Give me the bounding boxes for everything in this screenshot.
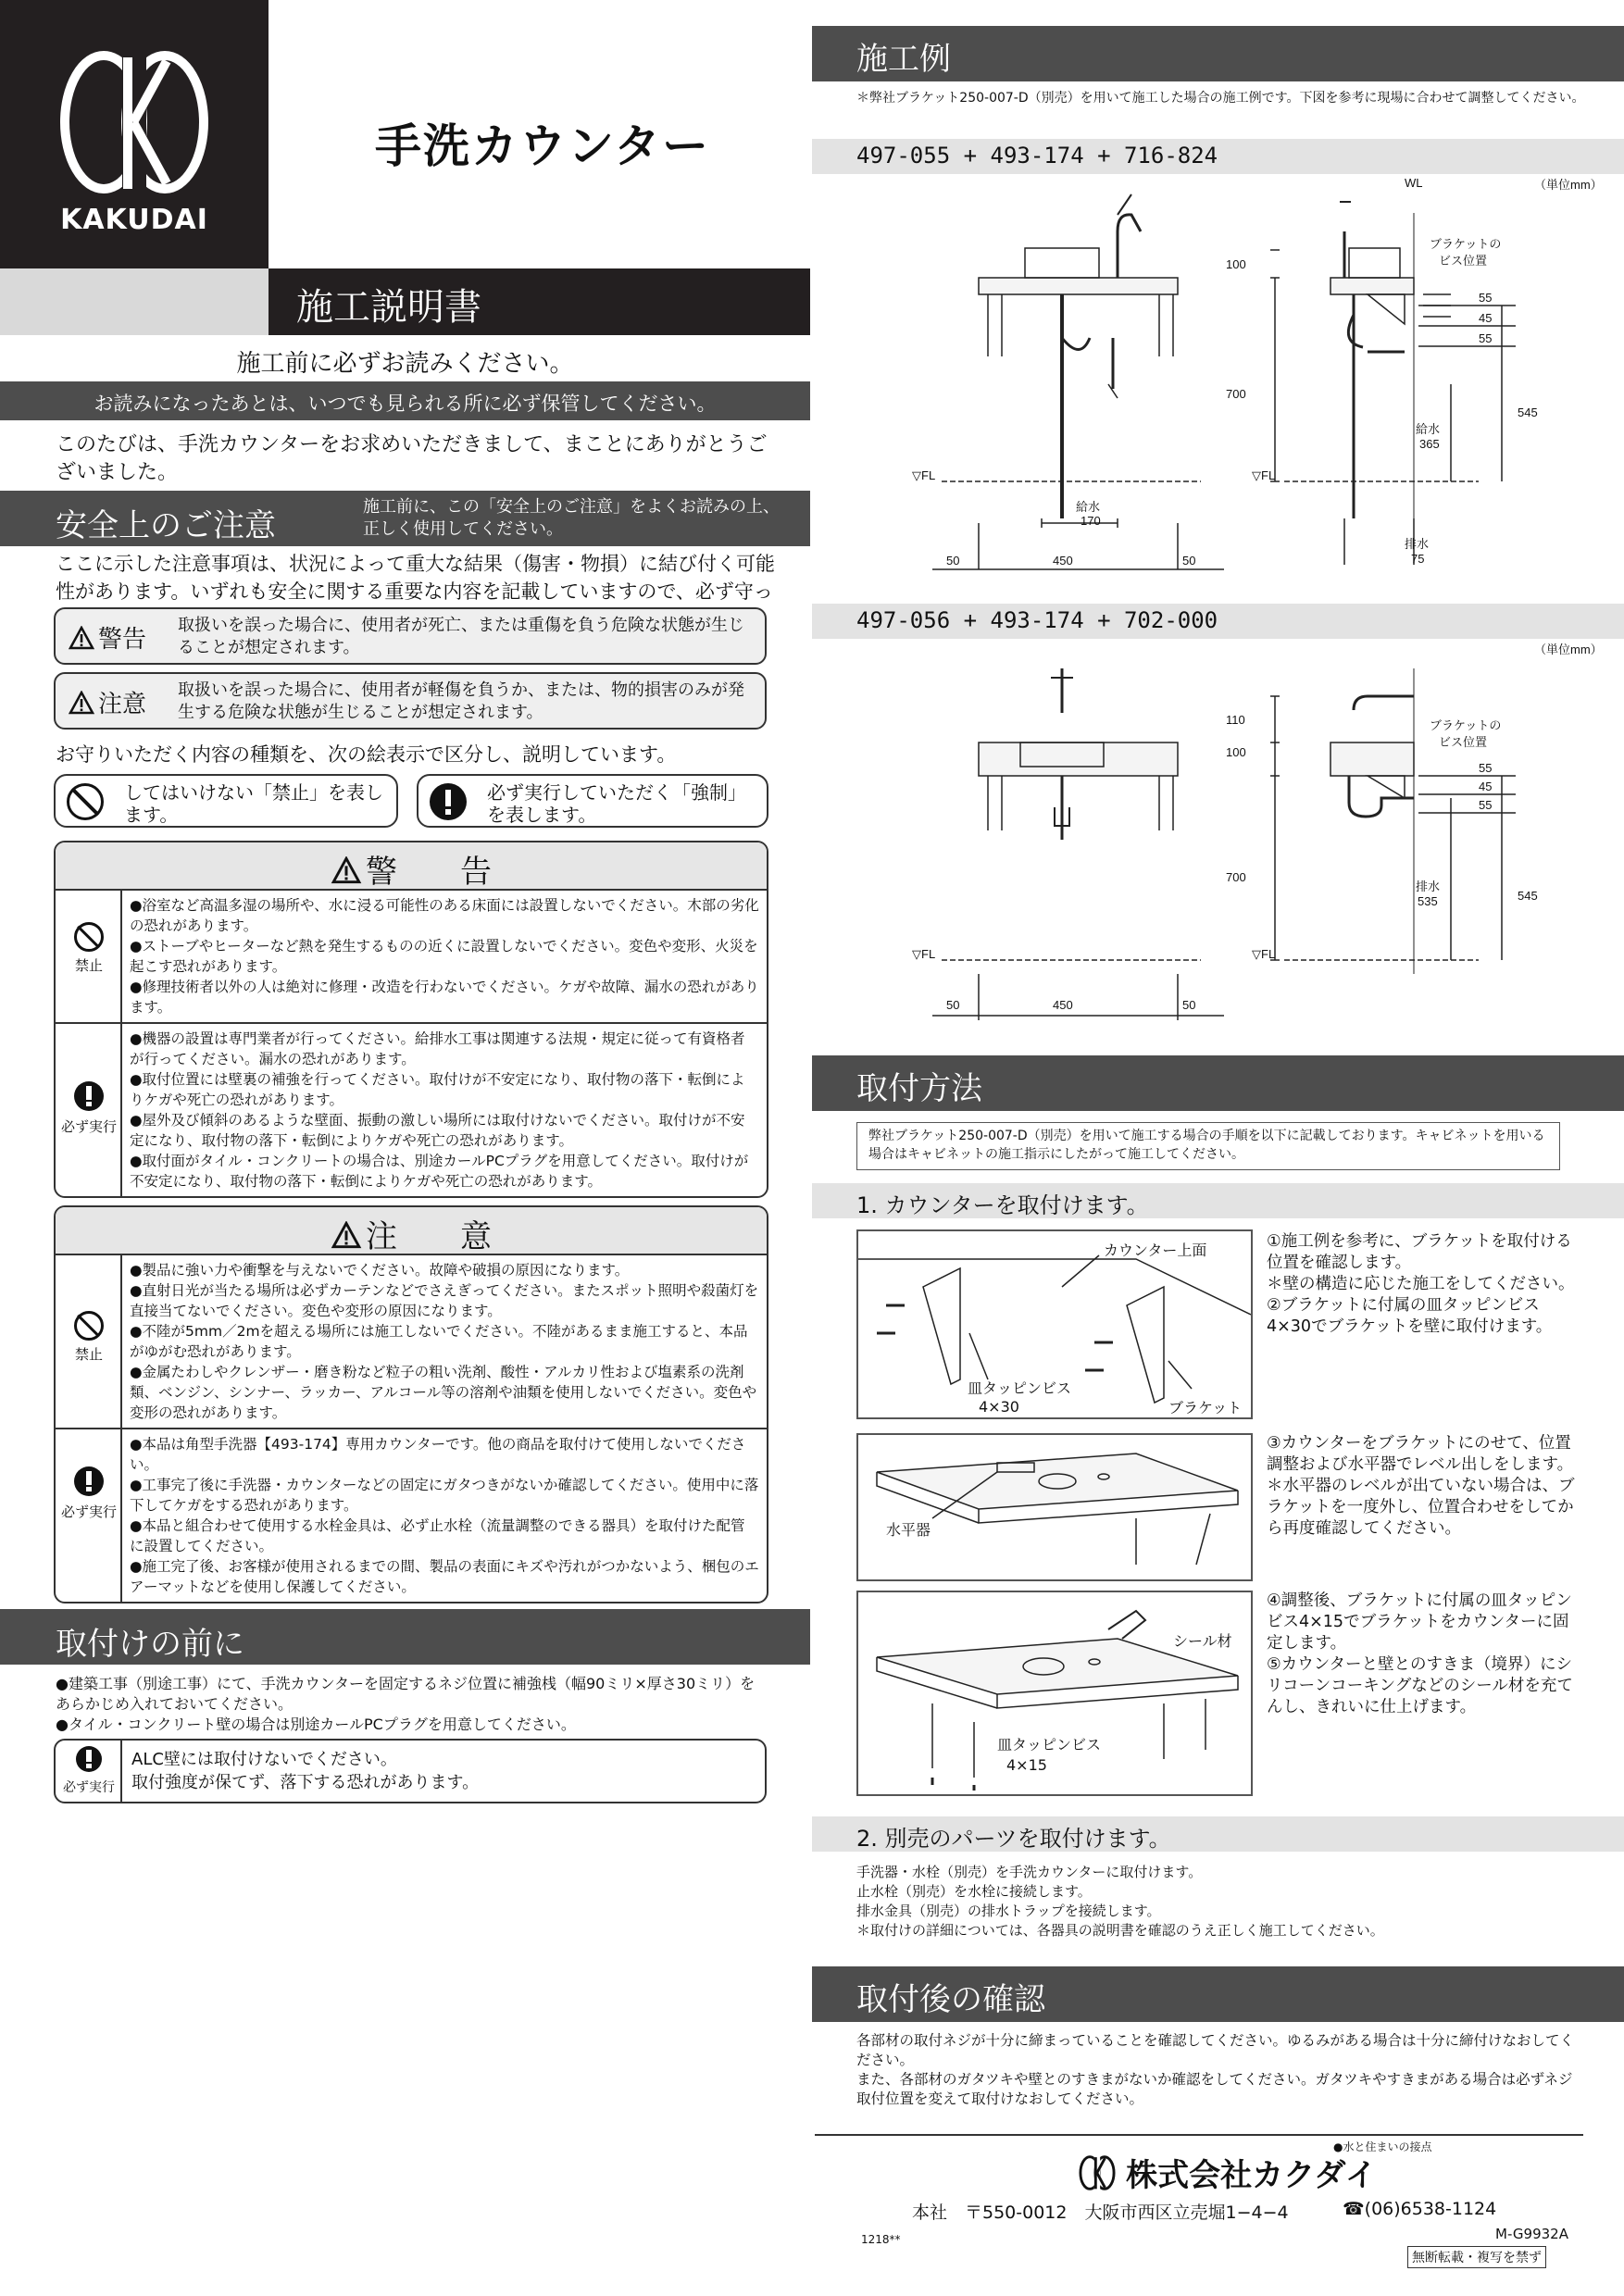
mandatory-symbol-text: 必ず実行していただく「強制」を表します。 <box>487 781 746 826</box>
svg-text:皿タッピンビス: 皿タッピンビス <box>997 1736 1102 1753</box>
alc-notice-text <box>131 1748 479 1794</box>
level-check-illustration <box>858 1435 1251 1579</box>
svg-text:（単位mm）: （単位mm） <box>1534 643 1603 656</box>
diagram-model-1 <box>812 176 1624 583</box>
svg-text:4×15: 4×15 <box>1006 1756 1047 1774</box>
svg-text:55: 55 <box>1479 798 1493 812</box>
warning-definition-text: 取扱いを誤った場合に、使用者が死亡、または重傷を負う危険な状態が生じることが想定されます。 <box>178 616 744 657</box>
intro-text: このたびは、手洗カウンターをお求めいただきまして、まことにありがとうございました。 <box>56 433 768 484</box>
svg-text:50: 50 <box>946 554 960 568</box>
model-2-bar: 497-056 + 493-174 + 702-000 <box>812 604 1624 639</box>
list-item: ②ブラケットに付属の皿タッピンビス4×30でブラケットを壁に取付けます。 <box>1267 1296 1553 1336</box>
list-item: 止水栓（別売）を水栓に接続します。 <box>856 1883 1092 1900</box>
svg-text:水平器: 水平器 <box>886 1521 931 1539</box>
step-1-text-c <box>1267 1591 1580 1718</box>
caution-definition-text: 取扱いを誤った場合に、使用者が軽傷を負うか、または、物的損害のみが発生する危険な状態が生じることが想定されます。 <box>178 680 744 722</box>
bracket-mount-illustration <box>858 1231 1251 1417</box>
warning-triangle-icon <box>69 626 94 650</box>
caution-row-prohibit <box>56 1255 767 1429</box>
list-item: ●機器の設置は専門業者が行ってください。給排水工事は関連する法規・規定に従って有資格者が行ってください。漏水の恐れがあります。 <box>130 1030 745 1067</box>
list-item: ●金属たわしやクレンザー・磨き粉など粒子の粗い洗剤、酸性・アルカリ性および塩素系の洗剤類、ベンジン、シンナー、ラッカー、アルコール等の溶剤や油類を使用しないでください。変色や変形の恐れがあります。 <box>130 1364 757 1421</box>
caution-triangle-icon <box>69 691 94 715</box>
figure-level-check <box>856 1433 1253 1581</box>
svg-text:55: 55 <box>1479 761 1493 775</box>
svg-text:50: 50 <box>1182 554 1196 568</box>
step-1-text-b <box>1267 1433 1580 1540</box>
svg-text:排水: 排水 <box>1405 537 1430 551</box>
warning-triangle-icon <box>331 856 362 884</box>
list-item: ●製品に強い力や衝撃を与えないでください。故障や破損の原因になります。 <box>130 1262 630 1279</box>
caution-label: 注意 <box>69 685 146 719</box>
figure-bracket-mount <box>856 1229 1253 1419</box>
list-item: ●施工完了後、お客様が使用されるまでの間、製品の表面にキズや汚れがつかないよう、梱包のエアーマットなどを使用し保護してください。 <box>130 1558 759 1595</box>
keep-notice: お読みになったあとは、いつでも見られる所に必ず保管してください。 <box>0 381 810 420</box>
list-item: 取付強度が保てず、落下する恐れがあります。 <box>131 1773 480 1792</box>
mandatory-icon <box>74 1081 104 1111</box>
company-tagline: ●水と住まいの接点 <box>1333 2140 1432 2153</box>
list-item: ●本品は角型手洗器【493-174】専用カウンターです。他の商品を取付けて使用しないでください。 <box>130 1436 746 1473</box>
svg-text:545: 545 <box>1518 406 1538 419</box>
before-title: 取付けの前に <box>56 1626 244 1663</box>
row-label: 禁止 <box>74 957 103 974</box>
prohibit-cell <box>56 1255 122 1428</box>
list-item: ●タイル・コンクリート壁の場合は別途カールPCプラグを用意してください。 <box>56 1716 576 1733</box>
warning-table <box>54 841 768 1198</box>
list-item: ＊取付けの詳細については、各器具の説明書を確認のうえ正しく施工してください。 <box>856 1922 1384 1939</box>
svg-text:170: 170 <box>1081 514 1101 528</box>
caution-table <box>54 1205 768 1603</box>
example-title: 施工例 <box>856 41 951 78</box>
unit-label: （単位mm） <box>1534 178 1603 192</box>
step-1-bar: 1. カウンターを取付けます。 <box>812 1183 1624 1218</box>
kakudai-logo-icon <box>1079 2154 1116 2191</box>
row-label: 禁止 <box>74 1346 103 1363</box>
list-item: 各部材の取付ネジが十分に締まっていることを確認してください。ゆるみがある場合は十分に締付けなおしてください。 <box>856 2032 1575 2068</box>
warning-row-prohibit <box>56 891 767 1024</box>
diagram-model-2 <box>812 641 1624 1029</box>
svg-text:ブラケット: ブラケット <box>1168 1399 1243 1416</box>
prohibit-icon <box>74 922 104 952</box>
list-item: ALC壁には取付けないでください。 <box>131 1750 397 1769</box>
list-item: ●建築工事（別途工事）にて、手洗カウンターを固定するネジ位置に補強桟（幅90ミリ×厚さ30ミリ）をあらかじめ入れておいてください。 <box>56 1675 756 1713</box>
svg-text:700: 700 <box>1226 870 1246 884</box>
svg-text:545: 545 <box>1518 889 1538 903</box>
logo-wordmark: KAKUDAI <box>60 204 208 236</box>
svg-text:700: 700 <box>1226 387 1246 401</box>
model-1-bar: 497-055 + 493-174 + 716-824 <box>812 139 1624 174</box>
read-first-notice: 施工前に必ずお読みください。 <box>236 350 574 378</box>
svg-text:カウンター上面: カウンター上面 <box>1104 1242 1207 1259</box>
caution-definition-box <box>54 672 767 730</box>
list-item: 排水金具（別売）の排水トラップを接続します。 <box>856 1903 1161 1919</box>
caution-table-heading: 注 意 <box>56 1207 767 1255</box>
method-title: 取付方法 <box>856 1070 982 1107</box>
figure-fix-counter <box>856 1591 1253 1796</box>
list-item: ④調整後、ブラケットに付属の皿タッピンビス4×15でブラケットをカウンターに固定します。 <box>1267 1591 1572 1653</box>
svg-text:55: 55 <box>1479 331 1493 345</box>
mandatory-symbol-box <box>417 774 768 828</box>
mandatory-cell <box>56 1024 122 1196</box>
svg-text:55: 55 <box>1479 291 1493 305</box>
svg-text:100: 100 <box>1226 745 1246 759</box>
svg-text:110: 110 <box>1226 713 1245 727</box>
alc-notice-box <box>54 1739 767 1803</box>
list-item: ●浴室など高温多湿の場所や、水に浸る可能性のある床面には設置しないでください。木部の劣化の恐れがあります。 <box>130 897 759 934</box>
list-item: ●取付面がタイル・コンクリートの場合は、別途カールPCプラグを用意してください。取付けが不安定になり、取付物の落下・転倒によりケガや死亡の恐れがあります。 <box>130 1153 749 1190</box>
svg-text:45: 45 <box>1479 780 1493 793</box>
step-1-text-a <box>1267 1231 1580 1338</box>
warning-mandatory-lines <box>130 1024 767 1196</box>
svg-text:75: 75 <box>1411 552 1425 566</box>
mandatory-icon <box>74 1466 104 1496</box>
manual-label: 施工説明書 <box>269 268 810 335</box>
prohibit-symbol-box <box>54 774 398 828</box>
list-item: ③カウンターをブラケットにのせて、位置調整および水平器でレベル出しをします。 <box>1267 1434 1574 1474</box>
footer-phone: ☎(06)6538-1124 <box>1343 2199 1497 2219</box>
fix-counter-illustration <box>858 1592 1251 1794</box>
list-item: ●取付位置には壁裏の補強を行ってください。取付けが不安定になり、取付物の落下・転倒によりケガや死亡の恐れがあります。 <box>130 1071 745 1108</box>
before-list <box>56 1674 768 1735</box>
symbols-lead: お守りいただく内容の種類を、次の絵表示で区分し、説明しています。 <box>56 743 677 766</box>
list-item: ●修理技術者以外の人は絶対に修理・改造を行わないでください。ケガや故障、漏水の恐れがあります。 <box>130 979 759 1016</box>
footer-doc-code: M-G9932A <box>1495 2226 1568 2242</box>
row-label: 必ず実行 <box>60 1118 117 1135</box>
kakudai-logo-icon <box>57 48 211 196</box>
list-item: ⑤カウンターと壁とのすきま（境界）にシリコーンコーキングなどのシール材を充てんし、きれいに仕上げます。 <box>1267 1655 1573 1716</box>
caution-mandatory-lines <box>130 1429 767 1602</box>
list-item: ＊水平器のレベルが出ていない場合は、ブラケットを一度外し、位置合わせをしてから再度確認してください。 <box>1267 1477 1575 1538</box>
caution-row-mandatory <box>56 1429 767 1602</box>
svg-text:ビス位置: ビス位置 <box>1439 735 1488 749</box>
svg-text:535: 535 <box>1418 894 1438 908</box>
svg-text:100: 100 <box>1226 257 1246 271</box>
svg-text:365: 365 <box>1419 437 1440 451</box>
footer-address: 本社 〒550-0012 大阪市西区立売堀1−4−4 <box>912 2202 1289 2223</box>
svg-text:ビス位置: ビス位置 <box>1439 254 1488 268</box>
example-heading-bar <box>812 26 1624 81</box>
footer-divider <box>815 2134 1583 2136</box>
safety-title: 安全上のご注意 <box>56 507 276 544</box>
list-item: ●ストーブやヒーターなど熱を発生するものの近くに設置しないでください。変色や変形、火災を起こす恐れがあります。 <box>130 938 758 975</box>
prohibit-icon <box>67 783 104 820</box>
warning-table-heading: 警 告 <box>56 842 767 891</box>
svg-text:WL: WL <box>1405 176 1423 190</box>
list-item: 手洗器・水栓（別売）を手洗カウンターに取付けます。 <box>856 1864 1203 1880</box>
row-label: 必ず実行 <box>60 1504 117 1520</box>
svg-text:50: 50 <box>1182 998 1196 1012</box>
step-2-list <box>856 1863 1579 1940</box>
svg-text:排水: 排水 <box>1416 880 1441 893</box>
list-item: ①施工例を参考に、ブラケットを取付ける位置を確認します。 <box>1267 1232 1572 1272</box>
svg-text:450: 450 <box>1053 998 1073 1012</box>
row-label: 必ず実行 <box>63 1780 115 1795</box>
list-item: ＊壁の構造に応じた施工をしてください。 <box>1267 1275 1575 1293</box>
svg-text:▽FL: ▽FL <box>912 468 936 482</box>
prohibit-symbol-text: してはいけない「禁止」を表します。 <box>124 781 383 826</box>
warning-prohibit-lines <box>130 891 767 1022</box>
list-item: ●屋外及び傾斜のあるような壁面、振動の激しい場所には取付けないでください。取付けが不安定になり、取付物の落下・転倒によりケガや死亡の恐れがあります。 <box>130 1112 745 1149</box>
step-2-bar: 2. 別売のパーツを取付けます。 <box>812 1816 1624 1852</box>
mandatory-icon <box>430 783 467 820</box>
list-item: ●本品と組合わせて使用する水栓金具は、必ず止水栓（流量調整のできる器具）を取付けた配管に設置してください。 <box>130 1517 745 1554</box>
check-text <box>856 2031 1579 2109</box>
mandatory-icon <box>76 1746 102 1772</box>
footer-copyright: 無断転載・複写を禁ず <box>1407 2246 1546 2268</box>
warning-row-mandatory <box>56 1024 767 1196</box>
svg-text:450: 450 <box>1053 554 1073 568</box>
caution-triangle-icon <box>331 1221 362 1249</box>
example-note: ＊弊社ブラケット250-007-D（別売）を用いて施工した場合の施工例です。下図を参考に現場に合わせて調整してください。 <box>856 91 1585 106</box>
safety-lead: ここに示した注意事項は、状況によって重大な結果（傷害・物損）に結び付く可能性があります。いずれも安全に関する重要な内容を記載していますので、必ず守っ <box>56 553 775 603</box>
warning-definition-box <box>54 607 767 665</box>
svg-text:給水: 給水 <box>1416 422 1441 436</box>
caution-prohibit-lines <box>130 1255 767 1428</box>
svg-text:給水: 給水 <box>1076 500 1101 514</box>
svg-text:ブラケットの: ブラケットの <box>1430 718 1502 732</box>
list-item: ●直射日光が当たる場所は必ずカーテンなどでさえぎってください。またスポット照明や殺菌灯を直接当てないでください。変色や変形の原因になります。 <box>130 1282 759 1319</box>
safety-heading-bar <box>0 491 810 546</box>
svg-text:▽FL: ▽FL <box>1252 947 1276 961</box>
list-item: また、各部材のガタツキや壁とのすきまがないか確認をしてください。ガタツキやすきまがある場合は必ずネジ取付位置を変えて取付けなおしてください。 <box>856 2071 1573 2107</box>
check-heading-bar <box>812 1966 1624 2022</box>
brand-logo-block <box>0 0 269 268</box>
company-logo <box>1079 2150 1377 2194</box>
method-heading-bar <box>812 1055 1624 1111</box>
svg-text:▽FL: ▽FL <box>912 947 936 961</box>
svg-text:シール材: シール材 <box>1173 1632 1232 1650</box>
prohibit-icon <box>74 1311 104 1341</box>
method-note: 弊社ブラケット250-007-D（別売）を用いて施工する場合の手順を以下に記載しております。キャビネットを用いる場合はキャビネットの施工指示にしたがって施工してください。 <box>856 1122 1560 1170</box>
svg-text:50: 50 <box>946 998 960 1012</box>
safety-subtitle: 施工前に、この「安全上のご注意」をよくお読みの上、正しく使用してください。 <box>363 497 780 539</box>
company-name: 株式会社カクダイ <box>1126 2157 1377 2194</box>
svg-text:4×30: 4×30 <box>979 1398 1019 1416</box>
svg-text:ブラケットの: ブラケットの <box>1430 237 1502 251</box>
warning-label: 警告 <box>69 620 146 655</box>
svg-text:45: 45 <box>1479 311 1493 325</box>
footer-date-code: 1218** <box>861 2233 901 2246</box>
prohibit-cell <box>56 891 122 1022</box>
check-title: 取付後の確認 <box>856 1981 1045 2018</box>
mandatory-cell <box>56 1741 122 1802</box>
product-title: 手洗カウンター <box>375 119 710 173</box>
svg-text:▽FL: ▽FL <box>1252 468 1276 482</box>
mandatory-cell <box>56 1429 122 1602</box>
list-item: ●工事完了後に手洗器・カウンターなどの固定にガタつきがないか確認してください。使用中に落下してケガをする恐れがあります。 <box>130 1477 759 1514</box>
before-heading-bar <box>0 1609 810 1665</box>
list-item: ●不陸が5mm／2mを超える場所には施工しないでください。不陸があるまま施工すると、本品がゆがむ恐れがあります。 <box>130 1323 748 1360</box>
svg-text:皿タッピンビス: 皿タッピンビス <box>968 1379 1072 1397</box>
